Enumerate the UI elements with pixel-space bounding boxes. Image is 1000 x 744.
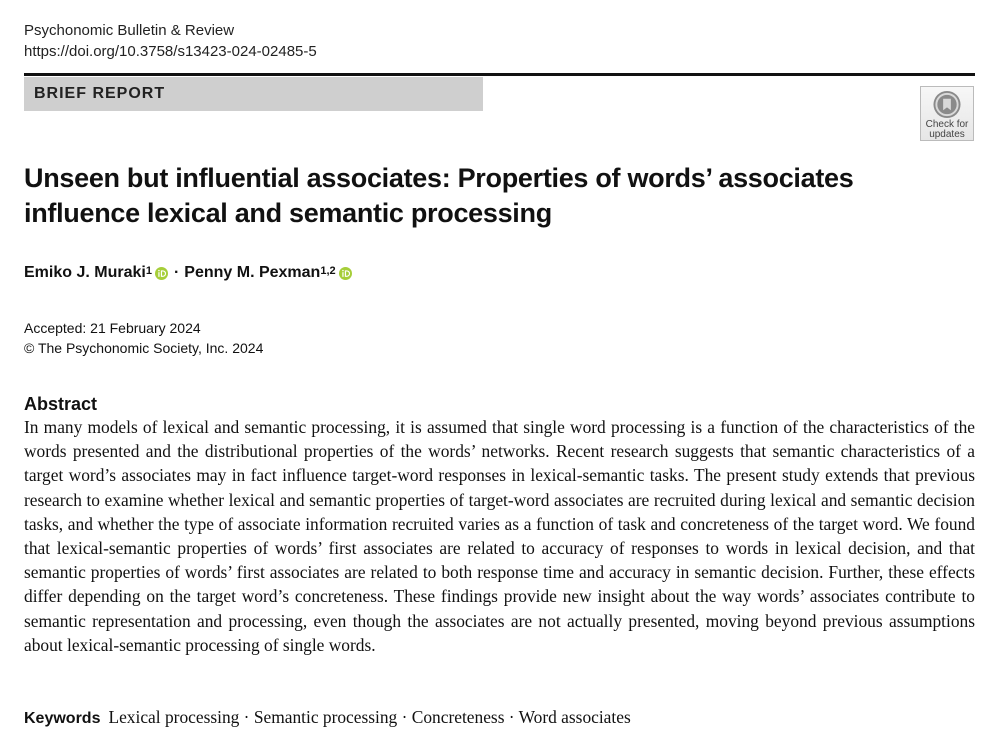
- paper-title: Unseen but influential associates: Properties of words’ associates influence lexical and semantic processing: [24, 163, 854, 228]
- keywords-list: Lexical processing · Semantic processing · Concreteness · Word associates: [108, 707, 631, 727]
- accepted-date: Accepted: 21 February 2024: [24, 320, 201, 336]
- check-for-updates-icon: [932, 90, 962, 119]
- keywords-line: [24, 705, 631, 731]
- doi-link[interactable]: https://doi.org/10.3758/s13423-024-02485-5: [24, 43, 317, 60]
- check-for-updates-badge[interactable]: [920, 86, 974, 141]
- author-list: Emiko J. Muraki $^1$ · Penny M. Pexman $^{1,2}$: [24, 262, 355, 284]
- author-separator: ·: [173, 264, 180, 281]
- orcid-icon[interactable]: [155, 267, 168, 280]
- badge-line-1: Check for: [925, 119, 969, 130]
- abstract-heading: Abstract: [24, 394, 98, 414]
- abstract-body: In many models of lexical and semantic processing, it is assumed that single word processing is a function of the characteristics of the words presented and the distributional properties of the words’ networks. Recent research suggests that semantic characteristics of a target word’s associates may in fact influence target-word responses in lexical-semantic tasks. The present study extends that previous research to examine whether lexical and semantic properties of target-word associates are recruited during lexical and semantic decision tasks, and whether the type of associate information recruited varies as a function of task and concreteness of the target word. We found that lexical-semantic properties of words’ first associates are related to accuracy of responses to words in lexical decision, and that semantic properties of words’ first associates are related to both response time and accuracy in semantic decision. Further, these effects differ depending on the target word’s concreteness. These findings provide new insight about the way words’ associates contribute to semantic representation and processing, even though the associates are not actually presented, moving beyond previous assumptions about lexical-semantic processing of single words.: [24, 417, 975, 655]
- article-type-banner: [24, 77, 483, 111]
- orcid-icon[interactable]: [339, 267, 352, 280]
- keywords-label: Keywords: [24, 710, 101, 727]
- author-name[interactable]: Penny M. Pexman: [184, 264, 321, 281]
- badge-line-2: updates: [929, 129, 965, 140]
- article-type-label: BRIEF REPORT: [34, 85, 166, 102]
- journal-name: Psychonomic Bulletin & Review: [24, 22, 235, 39]
- header-rule: [24, 73, 975, 76]
- author-name[interactable]: Emiko J. Muraki: [24, 264, 146, 281]
- copyright-notice: © The Psychonomic Society, Inc. 2024: [24, 340, 264, 356]
